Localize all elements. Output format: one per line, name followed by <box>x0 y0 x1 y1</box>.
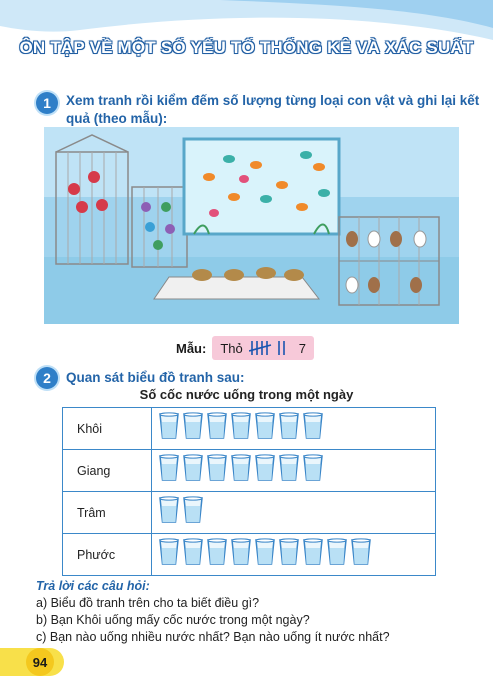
sample-count: 7 <box>298 340 306 356</box>
water-cup-icon <box>206 538 228 571</box>
question-1-line2: quả (theo mẫu): <box>66 111 168 126</box>
table-row <box>63 534 436 576</box>
row-cups <box>152 534 436 576</box>
tally-marks-icon <box>249 339 293 357</box>
page-number: 94 <box>26 648 54 676</box>
sample-label: Mẫu: <box>176 340 207 356</box>
question-2-badge: 2 <box>36 367 58 389</box>
sample-animal: Thỏ <box>220 340 243 356</box>
water-cup-icon <box>182 454 204 487</box>
chart-title: Số cốc nước uống trong một ngày <box>139 387 354 402</box>
water-cup-icon <box>278 538 300 571</box>
question-1-text <box>66 92 479 128</box>
answers-block <box>36 578 390 646</box>
question-2-text: Quan sát biểu đồ tranh sau: <box>66 370 245 385</box>
row-cups <box>152 450 436 492</box>
water-cup-icon <box>230 538 252 571</box>
water-cup-icon <box>254 454 276 487</box>
water-cup-icon <box>302 454 324 487</box>
row-cups <box>152 492 436 534</box>
row-name: Trâm <box>63 492 152 534</box>
answer-a: a) Biểu đồ tranh trên cho ta biết điều gì? <box>36 596 260 610</box>
water-cup-icon <box>230 454 252 487</box>
aquarium-icon <box>184 139 339 234</box>
water-cup-icon <box>182 496 204 529</box>
table-row <box>63 408 436 450</box>
water-cup-icon <box>206 454 228 487</box>
water-cup-icon <box>302 412 324 445</box>
pictograph-table <box>62 407 436 576</box>
row-name: Khôi <box>63 408 152 450</box>
row-name: Giang <box>63 450 152 492</box>
water-cup-icon <box>278 454 300 487</box>
water-cup-icon <box>206 412 228 445</box>
header-wave <box>0 0 493 70</box>
water-cup-icon <box>254 412 276 445</box>
water-cup-icon <box>230 412 252 445</box>
water-cup-icon <box>158 454 180 487</box>
water-cup-icon <box>182 412 204 445</box>
animal-scene-illustration <box>44 127 459 324</box>
question-1-badge: 1 <box>36 92 58 114</box>
row-name: Phước <box>63 534 152 576</box>
water-cup-icon <box>302 538 324 571</box>
water-cup-icon <box>254 538 276 571</box>
page-title: ÔN TẬP VỀ MỘT SỐ YẾU TỐ THỐNG KÊ VÀ XÁC SUẤT <box>19 38 474 57</box>
sample-box <box>212 336 314 360</box>
row-cups <box>152 408 436 450</box>
water-cup-icon <box>158 496 180 529</box>
answer-c: c) Bạn nào uống nhiều nước nhất? Bạn nào uống ít nước nhất? <box>36 630 390 644</box>
answers-heading: Trả lời các câu hỏi: <box>36 579 150 593</box>
water-cup-icon <box>158 412 180 445</box>
water-cup-icon <box>158 538 180 571</box>
water-cup-icon <box>350 538 372 571</box>
water-cup-icon <box>182 538 204 571</box>
table-row <box>63 492 436 534</box>
table-row <box>63 450 436 492</box>
scene-svg <box>44 127 459 324</box>
answer-b: b) Bạn Khôi uống mấy cốc nước trong một ngày? <box>36 613 310 627</box>
water-cup-icon <box>326 538 348 571</box>
question-1-line1: Xem tranh rồi kiểm đếm số lượng từng loại con vật và ghi lại kết <box>66 93 480 108</box>
sample-tally <box>176 336 314 360</box>
water-cup-icon <box>278 412 300 445</box>
